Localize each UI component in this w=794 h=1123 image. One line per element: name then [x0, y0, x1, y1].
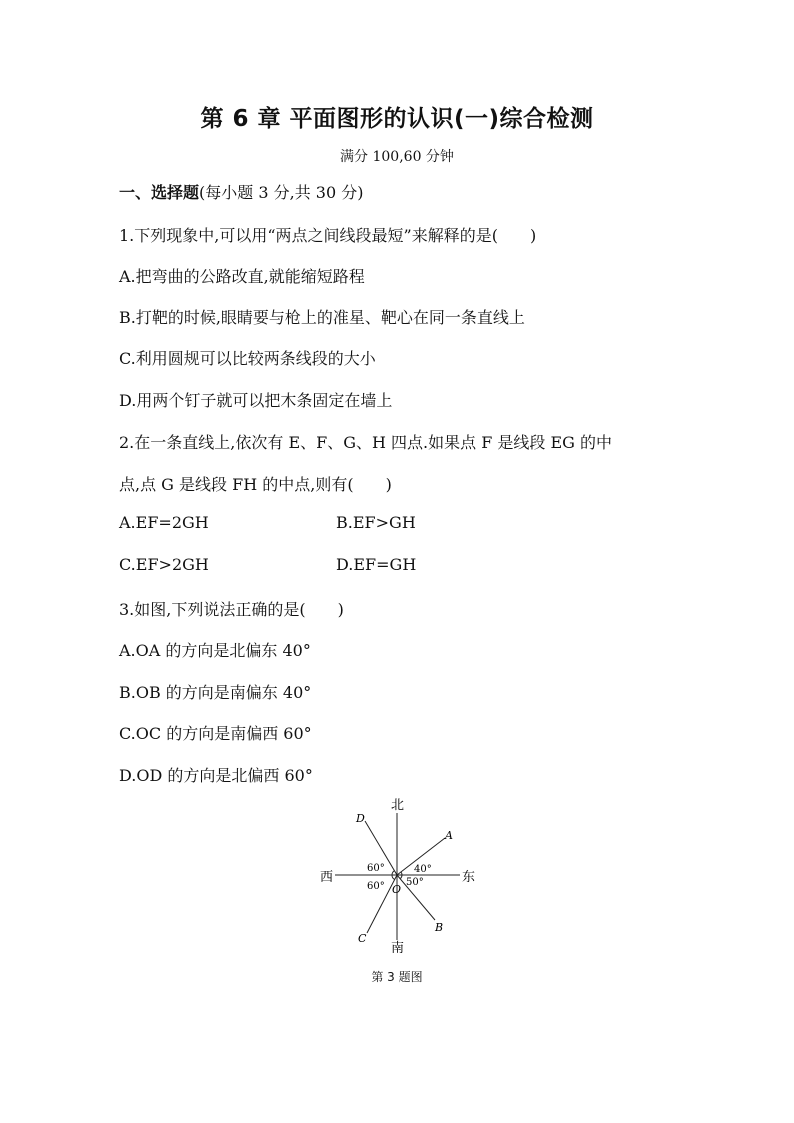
question-3-option-a: A.OA 的方向是北偏东 40°: [119, 641, 311, 660]
question-1-stem: 1.下列现象中,可以用“两点之间线段最短”来解释的是( ): [119, 226, 537, 245]
question-2-option-c: C.EF>2GH: [119, 555, 209, 574]
question-2-option-a: A.EF=2GH: [119, 513, 209, 532]
question-2-stem-line1: 2.在一条直线上,依次有 E、F、G、H 四点.如果点 F 是线段 EG 的中: [119, 433, 613, 452]
label-south: 南: [391, 941, 405, 956]
point-o-label: O: [392, 883, 402, 896]
point-a-label: A: [445, 829, 453, 842]
angle-label-se: 50°: [406, 877, 424, 888]
label-east: 东: [462, 870, 476, 885]
angle-arc-se: [401, 875, 403, 879]
point-c-label: C: [358, 932, 367, 945]
question-2-option-b: B.EF>GH: [336, 513, 416, 532]
section-label: 一、选择题: [119, 183, 200, 202]
question-2-option-d: D.EF=GH: [336, 555, 417, 574]
page-title: 第 6 章 平面图形的认识(一)综合检测: [200, 106, 594, 132]
figure-caption: 第 3 题图: [371, 970, 423, 984]
score-time-note: 满分 100,60 分钟: [340, 149, 454, 165]
angle-arc-nw: [392, 871, 395, 875]
point-d-label: D: [356, 812, 365, 825]
compass-diagram: [305, 795, 485, 960]
question-1-option-c: C.利用圆规可以比较两条线段的大小: [119, 349, 376, 368]
angle-label-sw: 60°: [367, 881, 385, 892]
label-west: 西: [320, 870, 334, 885]
question-3-option-b: B.OB 的方向是南偏东 40°: [119, 683, 312, 702]
angle-arc-sw: [392, 875, 395, 880]
angle-label-nw: 60°: [367, 863, 385, 874]
question-1-option-b: B.打靶的时候,眼睛要与枪上的准星、靶心在同一条直线上: [119, 308, 525, 327]
question-3-option-c: C.OC 的方向是南偏西 60°: [119, 724, 312, 743]
section-heading: [119, 180, 363, 203]
angle-label-ne: 40°: [414, 864, 432, 875]
question-1-option-a: A.把弯曲的公路改直,就能缩短路程: [119, 267, 365, 286]
question-1-option-d: D.用两个钉子就可以把木条固定在墙上: [119, 391, 393, 410]
question-3-stem: 3.如图,下列说法正确的是( ): [119, 600, 344, 619]
point-b-label: B: [435, 921, 444, 934]
question-2-stem-line2: 点,点 G 是线段 FH 的中点,则有( ): [119, 475, 392, 494]
label-north: 北: [391, 798, 405, 813]
section-note: (每小题 3 分,共 30 分): [199, 183, 364, 202]
question-3-option-d: D.OD 的方向是北偏西 60°: [119, 766, 313, 785]
